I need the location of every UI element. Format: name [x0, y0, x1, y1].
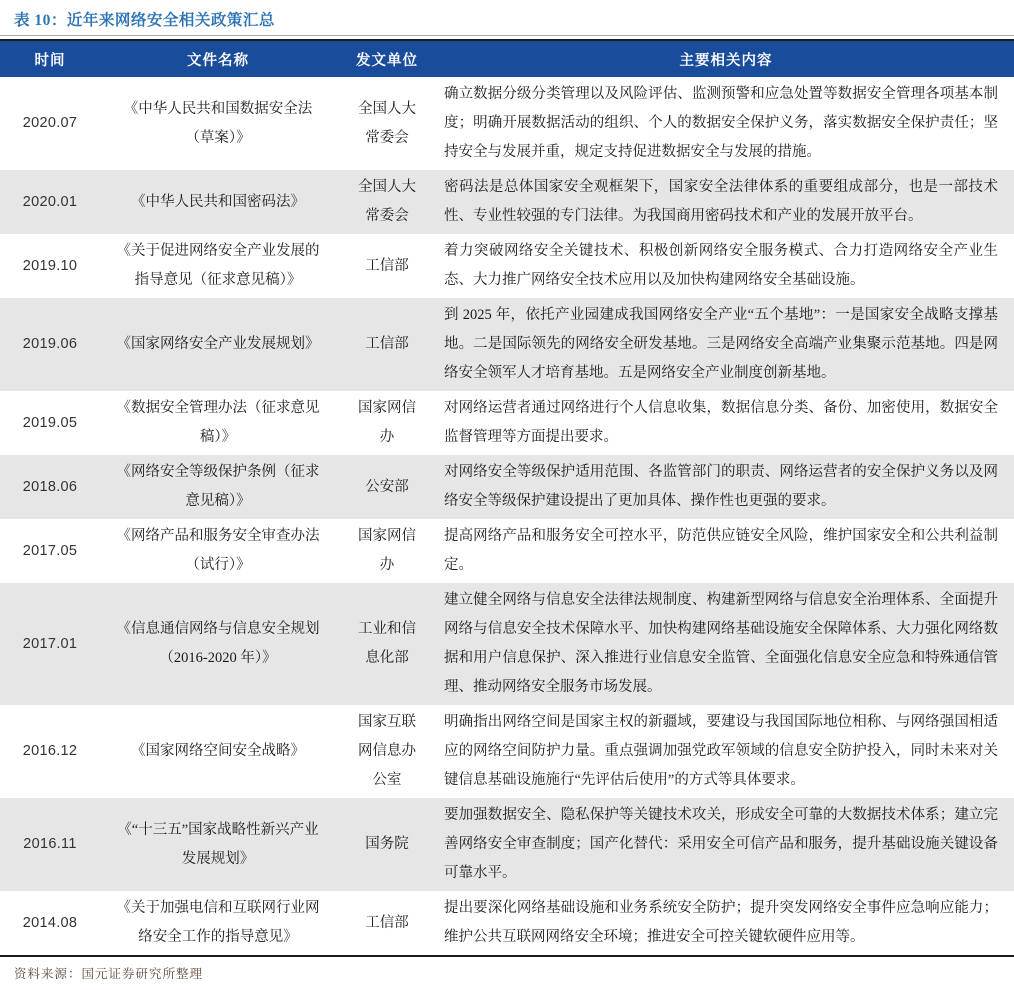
cell-time [0, 583, 100, 705]
cell-issuer-text: 全国人大常委会 [358, 100, 416, 146]
cell-content [438, 298, 1014, 391]
cell-issuer [336, 298, 438, 391]
table-header-row [0, 41, 1014, 77]
table-row [0, 519, 1014, 583]
cell-issuer [336, 391, 438, 455]
header-doc-name: 文件名称 [187, 52, 249, 69]
header-time: 时间 [34, 52, 66, 69]
cell-issuer-text: 工信部 [365, 914, 409, 931]
cell-time-text: 2016.12 [22, 743, 78, 759]
cell-issuer [336, 519, 438, 583]
cell-doc-name [100, 583, 336, 705]
header-content: 主要相关内容 [679, 52, 773, 69]
cell-content-text: 确立数据分级分类管理以及风险评估、监测预警和应急处置等数据安全管理各项基本制度；明确开展数据活动的组织、个人的数据安全保护义务，落实数据安全保护责任；坚持安全与发展并重，规定支持促进数据安全与发展的措施。 [444, 86, 998, 160]
cell-doc-name-text: 《数据安全管理办法（征求意见稿）》 [116, 400, 320, 445]
cell-issuer [336, 455, 438, 519]
cell-time [0, 170, 100, 234]
table-row [0, 705, 1014, 798]
table-row [0, 798, 1014, 891]
cell-time-text: 2019.10 [22, 257, 78, 274]
header-issuer: 发文单位 [356, 52, 418, 69]
cell-time-text: 2016.11 [23, 836, 77, 852]
cell-content-text: 着力突破网络安全关键技术、积极创新网络安全服务模式、合力打造网络安全产业生态、大力推广网络安全技术应用以及加快构建网络安全基础设施。 [444, 243, 998, 288]
cell-content-text: 提出要深化网络基础设施和业务系统安全防护；提升突发网络安全事件应急响应能力；维护公共互联网网络安全环境；推进安全可控关键软硬件应用等。 [444, 900, 998, 945]
table-title: 表 10：近年来网络安全相关政策汇总 [0, 6, 1014, 36]
cell-issuer-text: 公安部 [365, 478, 409, 495]
cell-doc-name-text: 《“十三五”国家战略性新兴产业发展规划》 [117, 821, 319, 867]
cell-issuer-text: 国务院 [365, 836, 409, 852]
cell-doc-name-text: 《国家网络安全产业发展规划》 [116, 336, 320, 352]
cell-time [0, 798, 100, 891]
table-row [0, 170, 1014, 234]
cell-issuer-text: 工信部 [365, 336, 409, 352]
cell-time [0, 77, 100, 170]
cell-time-text: 2017.01 [22, 635, 78, 652]
cell-doc-name-text: 《国家网络空间安全战略》 [131, 743, 305, 759]
cell-issuer-text: 工信部 [365, 257, 409, 274]
cell-content [438, 798, 1014, 891]
cell-content [438, 170, 1014, 234]
cell-doc-name-text: 《网络安全等级保护条例（征求意见稿）》 [116, 464, 320, 509]
policy-table [0, 39, 1014, 957]
cell-issuer [336, 170, 438, 234]
cell-content-text: 要加强数据安全、隐私保护等关键技术攻关，形成安全可靠的大数据技术体系；建立完善网络安全审查制度；国产化替代：采用安全可信产品和服务，提升基础设施关键设备可靠水平。 [444, 807, 998, 881]
cell-doc-name [100, 705, 336, 798]
cell-time [0, 298, 100, 391]
cell-content [438, 77, 1014, 170]
cell-doc-name [100, 798, 336, 891]
cell-content [438, 391, 1014, 455]
cell-time [0, 891, 100, 955]
cell-issuer [336, 583, 438, 705]
table-row [0, 891, 1014, 955]
cell-doc-name [100, 519, 336, 583]
table-row [0, 298, 1014, 391]
cell-issuer [336, 77, 438, 170]
cell-time-text: 2017.05 [22, 542, 78, 559]
cell-issuer-text: 国家网信办 [358, 528, 416, 573]
cell-time [0, 455, 100, 519]
cell-content [438, 519, 1014, 583]
cell-doc-name [100, 298, 336, 391]
cell-doc-name [100, 391, 336, 455]
cell-doc-name-text: 《中华人民共和国数据安全法（草案）》 [123, 100, 313, 146]
cell-content-text: 提高网络产品和服务安全可控水平，防范供应链安全风险，维护国家安全和公共利益制定。 [444, 528, 998, 573]
cell-time-text: 2014.08 [22, 914, 78, 931]
cell-doc-name-text: 《中华人民共和国密码法》 [131, 193, 305, 210]
cell-issuer-text: 国家网信办 [358, 400, 416, 445]
table-row [0, 234, 1014, 298]
cell-time [0, 705, 100, 798]
table-row [0, 583, 1014, 705]
cell-content [438, 455, 1014, 519]
cell-issuer [336, 705, 438, 798]
table-row [0, 77, 1014, 170]
source-note: 资料来源：国元证券研究所整理 [14, 967, 204, 981]
cell-content [438, 583, 1014, 705]
cell-time [0, 391, 100, 455]
cell-issuer-text: 国家互联网信息办公室 [358, 714, 416, 788]
table-row [0, 455, 1014, 519]
cell-doc-name [100, 891, 336, 955]
cell-content-text: 对网络运营者通过网络进行个人信息收集，数据信息分类、备份、加密使用，数据安全监督管理等方面提出要求。 [444, 400, 998, 445]
table-row [0, 391, 1014, 455]
cell-time-text: 2020.07 [22, 115, 78, 131]
cell-content-text: 对网络安全等级保护适用范围、各监管部门的职责、网络运营者的安全保护义务以及网络安全等级保护建设提出了更加具体、操作性也更强的要求。 [444, 464, 998, 509]
cell-time-text: 2019.05 [22, 414, 78, 431]
cell-doc-name [100, 170, 336, 234]
cell-time-text: 2020.01 [22, 193, 78, 210]
cell-doc-name-text: 《网络产品和服务安全审查办法（试行）》 [116, 528, 320, 573]
cell-time [0, 519, 100, 583]
cell-doc-name-text: 《关于加强电信和互联网行业网络安全工作的指导意见》 [116, 900, 320, 945]
table-body [0, 77, 1014, 955]
cell-doc-name [100, 234, 336, 298]
cell-issuer-text: 全国人大常委会 [358, 179, 416, 224]
cell-content-text: 建立健全网络与信息安全法律法规制度、构建新型网络与信息安全治理体系、全面提升网络与信息安全技术保障水平、加快构建网络基础设施安全保障体系、大力强化网络数据和用户信息保护、深入推进行业信息安全监管、全面强化信息安全应急和特殊通信管理、推动网络安全服务市场发展。 [444, 592, 998, 695]
cell-content [438, 234, 1014, 298]
cell-content [438, 705, 1014, 798]
cell-time [0, 234, 100, 298]
cell-doc-name-text: 《关于促进网络安全产业发展的指导意见（征求意见稿）》 [116, 243, 320, 288]
cell-content [438, 891, 1014, 955]
cell-doc-name-text: 《信息通信网络与信息安全规划（2016-2020 年）》 [116, 621, 320, 666]
cell-issuer [336, 234, 438, 298]
cell-content-text: 密码法是总体国家安全观框架下，国家安全法律体系的重要组成部分，也是一部技术性、专业性较强的专门法律。为我国商用密码技术和产业的发展开放平台。 [444, 179, 998, 224]
cell-content-text: 到 2025 年，依托产业园建成我国网络安全产业“五个基地”：一是国家安全战略支撑基地。二是国际领先的网络安全研发基地。三是网络安全高端产业集聚示范基地。四是网络安全领军人才培育基地。五是网络安全产业制度创新基地。 [444, 307, 998, 381]
cell-content-text: 明确指出网络空间是国家主权的新疆域，要建设与我国国际地位相称、与网络强国相适应的网络空间防护力量。重点强调加强党政军领域的信息安全防护投入，同时未来对关键信息基础设施施行“先评估后使用”的方式等具体要求。 [444, 714, 998, 788]
cell-issuer [336, 798, 438, 891]
cell-issuer [336, 891, 438, 955]
cell-time-text: 2019.06 [22, 336, 78, 352]
cell-doc-name [100, 455, 336, 519]
cell-issuer-text: 工业和信息化部 [358, 621, 416, 666]
cell-doc-name [100, 77, 336, 170]
cell-time-text: 2018.06 [22, 478, 78, 495]
